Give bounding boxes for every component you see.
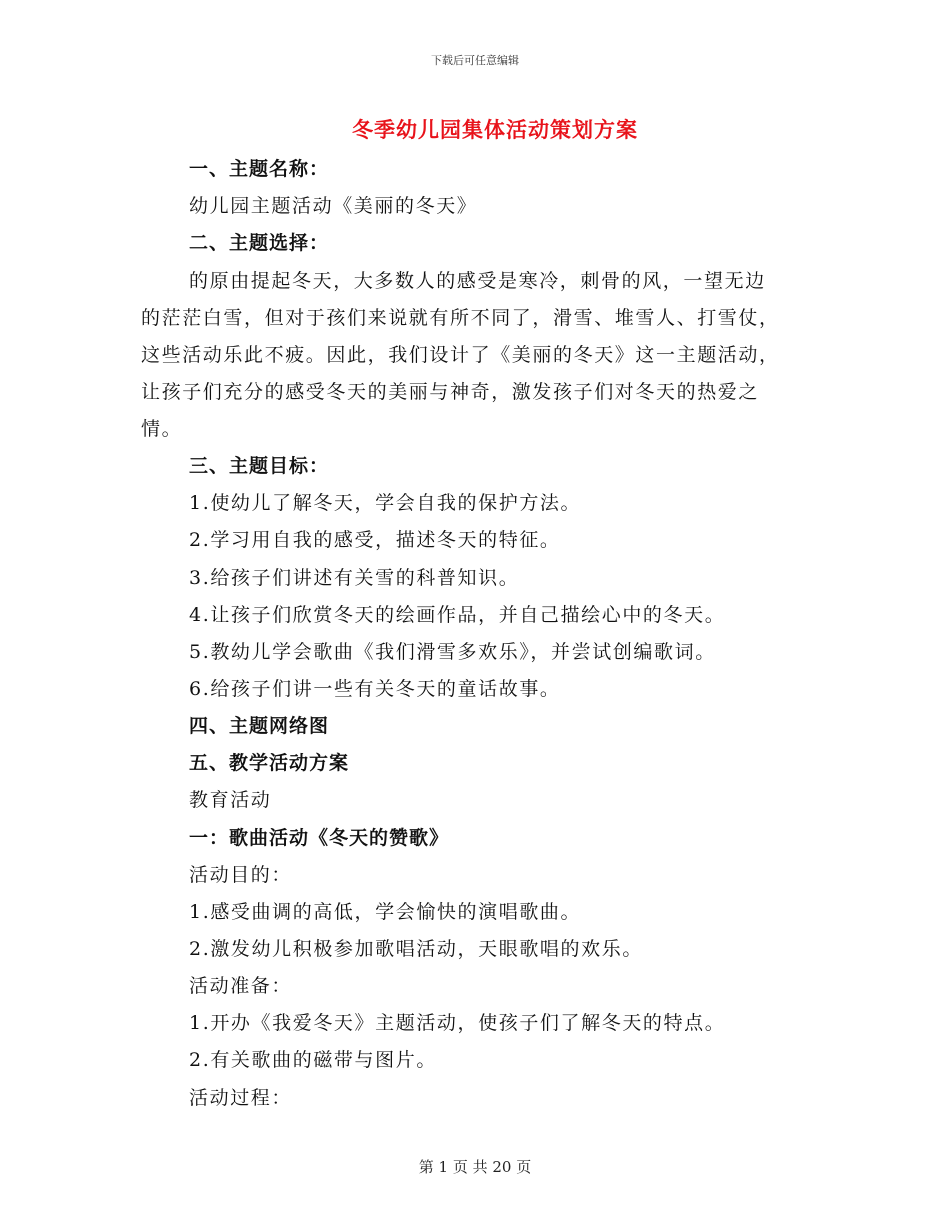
prep-item: 1.开办《我爱冬天》主题活动，使孩子们了解冬天的特点。 — [189, 1012, 726, 1034]
page-footer: 第 1 页 共 20 页 — [418, 1158, 532, 1176]
header-note: 下载后可任意编辑 — [431, 54, 519, 67]
section-5-heading: 五、教学活动方案 — [189, 752, 350, 774]
section-3-heading: 三、主题目标： — [189, 455, 330, 477]
section-2-para-line: 让孩子们充分的感受冬天的美丽与神奇，激发孩子们对冬天的热爱之 — [141, 381, 760, 403]
goal-item: 3.给孩子们讲述有关雪的科普知识。 — [189, 567, 520, 589]
prep-item: 2.有关歌曲的磁带与图片。 — [189, 1049, 437, 1071]
document-title: 冬季幼儿园集体活动策划方案 — [352, 117, 638, 142]
section-1-heading: 一、主题名称： — [189, 158, 330, 180]
goal-item: 6.给孩子们讲一些有关冬天的童话故事。 — [189, 678, 561, 700]
section-2-para-line: 情。 — [141, 418, 183, 440]
prep-label: 活动准备： — [189, 975, 293, 997]
section-4-heading: 四、主题网络图 — [189, 715, 330, 737]
activity-1-heading: 一：歌曲活动《冬天的赞歌》 — [189, 827, 450, 849]
goal-item: 5.教幼儿学会歌曲《我们滑雪多欢乐》，并尝试创编歌词。 — [189, 641, 716, 663]
section-2-para-line: 的原由提起冬天，大多数人的感受是寒冷，刺骨的风，一望无边 — [189, 270, 766, 292]
purpose-item: 1.感受曲调的高低，学会愉快的演唱歌曲。 — [189, 901, 582, 923]
purpose-label: 活动目的： — [189, 864, 293, 886]
goal-item: 2.学习用自我的感受，描述冬天的特征。 — [189, 529, 561, 551]
section-2-heading: 二、主题选择： — [189, 232, 330, 254]
section-1-text: 幼儿园主题活动《美丽的冬天》 — [189, 195, 478, 217]
section-5-subheading: 教育活动 — [189, 789, 272, 811]
process-label: 活动过程： — [189, 1087, 293, 1109]
section-2-para-line: 的茫茫白雪，但对于孩们来说就有所不同了，滑雪、堆雪人、打雪仗， — [141, 307, 780, 329]
goal-item: 1.使幼儿了解冬天，学会自我的保护方法。 — [189, 492, 582, 514]
goal-item: 4.让孩子们欣赏冬天的绘画作品，并自己描绘心中的冬天。 — [189, 604, 726, 626]
section-2-para-line: 这些活动乐此不疲。因此，我们设计了《美丽的冬天》这一主题活动， — [141, 344, 780, 366]
purpose-item: 2.激发幼儿积极参加歌唱活动，天眼歌唱的欢乐。 — [189, 938, 643, 960]
